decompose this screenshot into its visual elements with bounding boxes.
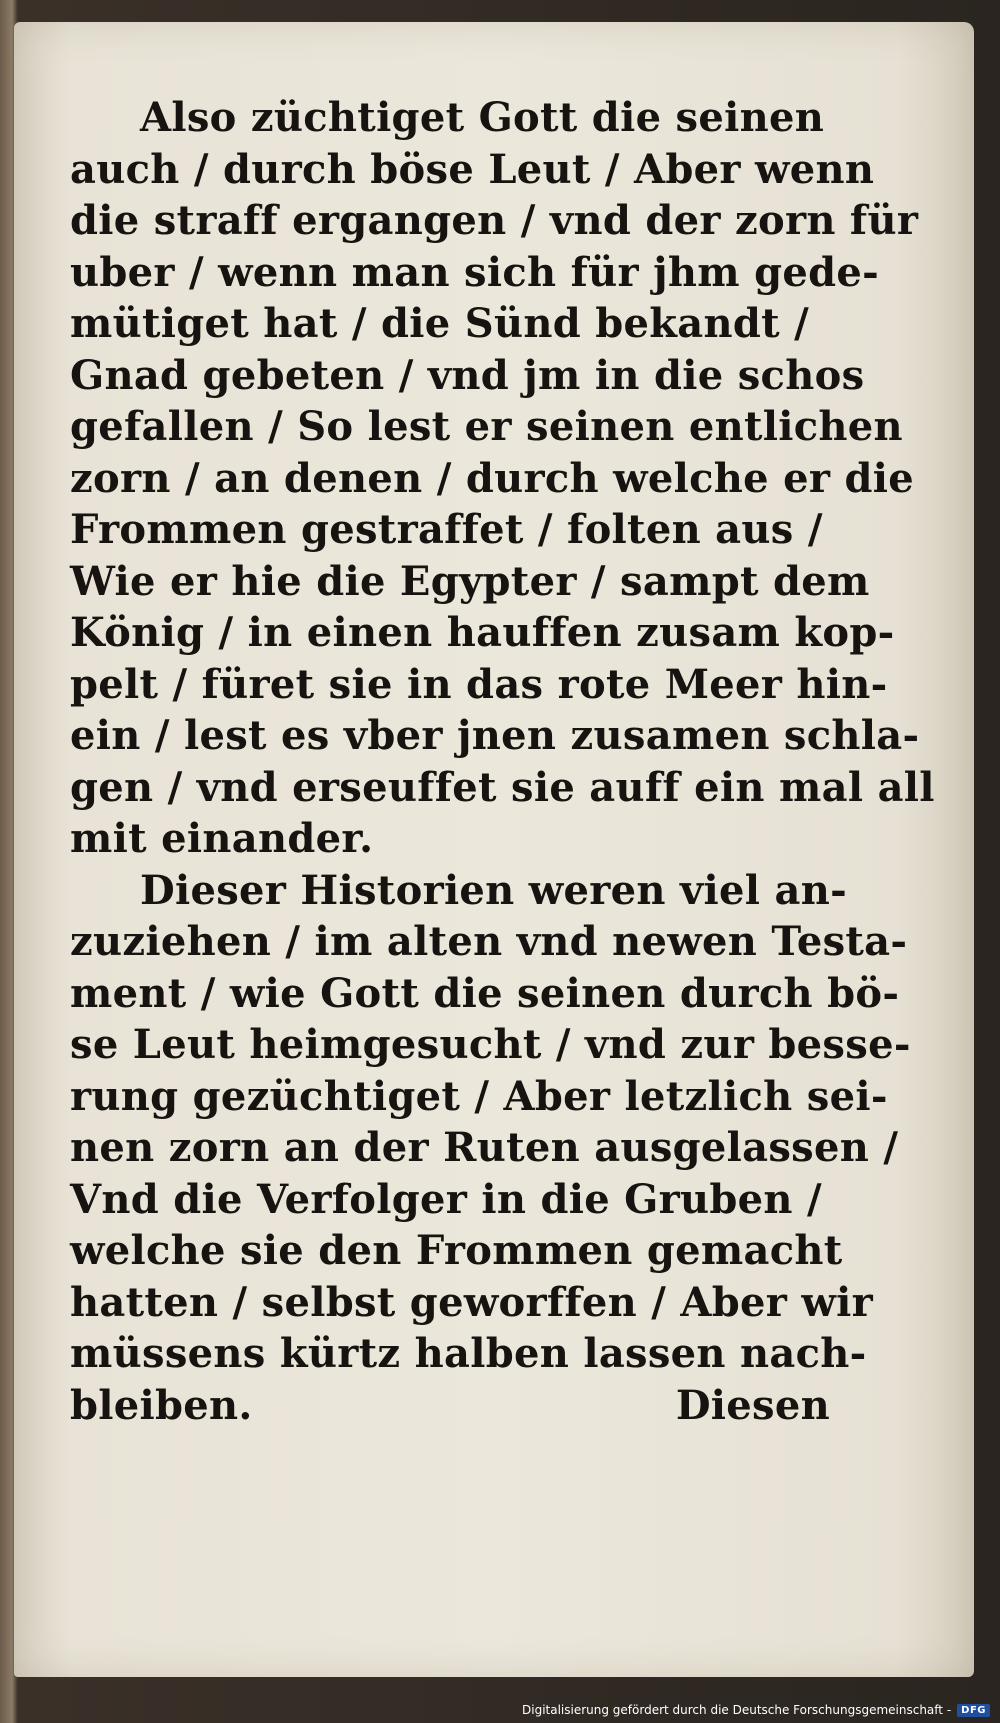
text-line: gefallen / So lest er seinen entlichen	[70, 403, 903, 450]
text-line: die straff ergangen / vnd der zorn für	[70, 197, 919, 244]
catchword: Diesen	[675, 1381, 830, 1429]
text-line: se Leut heimgesucht / vnd zur besse-	[70, 1021, 911, 1068]
text-line: Dieser Historien weren viel an-	[140, 866, 848, 914]
last-word: bleiben.	[70, 1381, 253, 1429]
text-line: müssens kürtz halben lassen nach-	[70, 1330, 867, 1377]
page-text	[70, 92, 935, 1431]
text-line: zuziehen / im alten vnd newen Testa-	[70, 918, 908, 965]
text-line: Frommen gestraffet / folten aus /	[70, 506, 823, 553]
text-line: Also züchtiget Gott die seinen	[140, 94, 825, 141]
text-line: Gnad gebeten / vnd jm in die schos	[70, 351, 865, 399]
text-line: uber / wenn man sich für jhm gede-	[70, 248, 880, 296]
text-line: König / in einen hauffen zusam kop-	[70, 609, 895, 656]
text-line: auch / durch böse Leut / Aber wenn	[70, 145, 875, 193]
text-line: zorn / an denen / durch welche er die	[70, 454, 914, 502]
text-line: hatten / selbst geworffen / Aber wir	[70, 1278, 873, 1326]
text-line: rung gezüchtiget / Aber letzlich sei-	[70, 1072, 888, 1120]
text-line: Wie er hie die Egypter / sampt dem	[70, 557, 870, 605]
text-line: gen / vnd erseuffet sie auff ein mal all	[70, 763, 935, 811]
dfg-logo-icon: DFG	[957, 1704, 990, 1717]
text-line: ment / wie Gott die seinen durch bö-	[70, 969, 900, 1017]
text-line: welche sie den Frommen gemacht	[70, 1227, 843, 1274]
digitization-credit	[522, 1701, 990, 1719]
text-line: Vnd die Verfolger in die Gruben /	[70, 1175, 822, 1223]
text-line: ein / lest es vber jnen zusamen schla-	[70, 712, 920, 759]
final-line	[70, 1380, 830, 1432]
book-page	[14, 22, 974, 1677]
text-line: mit einander.	[70, 815, 374, 862]
credit-text: Digitalisierung gefördert durch die Deutsche Forschungsgemeinschaft -	[522, 1703, 952, 1717]
text-line: nen zorn an der Ruten ausgelassen /	[70, 1124, 899, 1171]
text-line: mütiget hat / die Sünd bekandt /	[70, 300, 810, 347]
text-line: pelt / füret sie in das rote Meer hin-	[70, 660, 888, 708]
